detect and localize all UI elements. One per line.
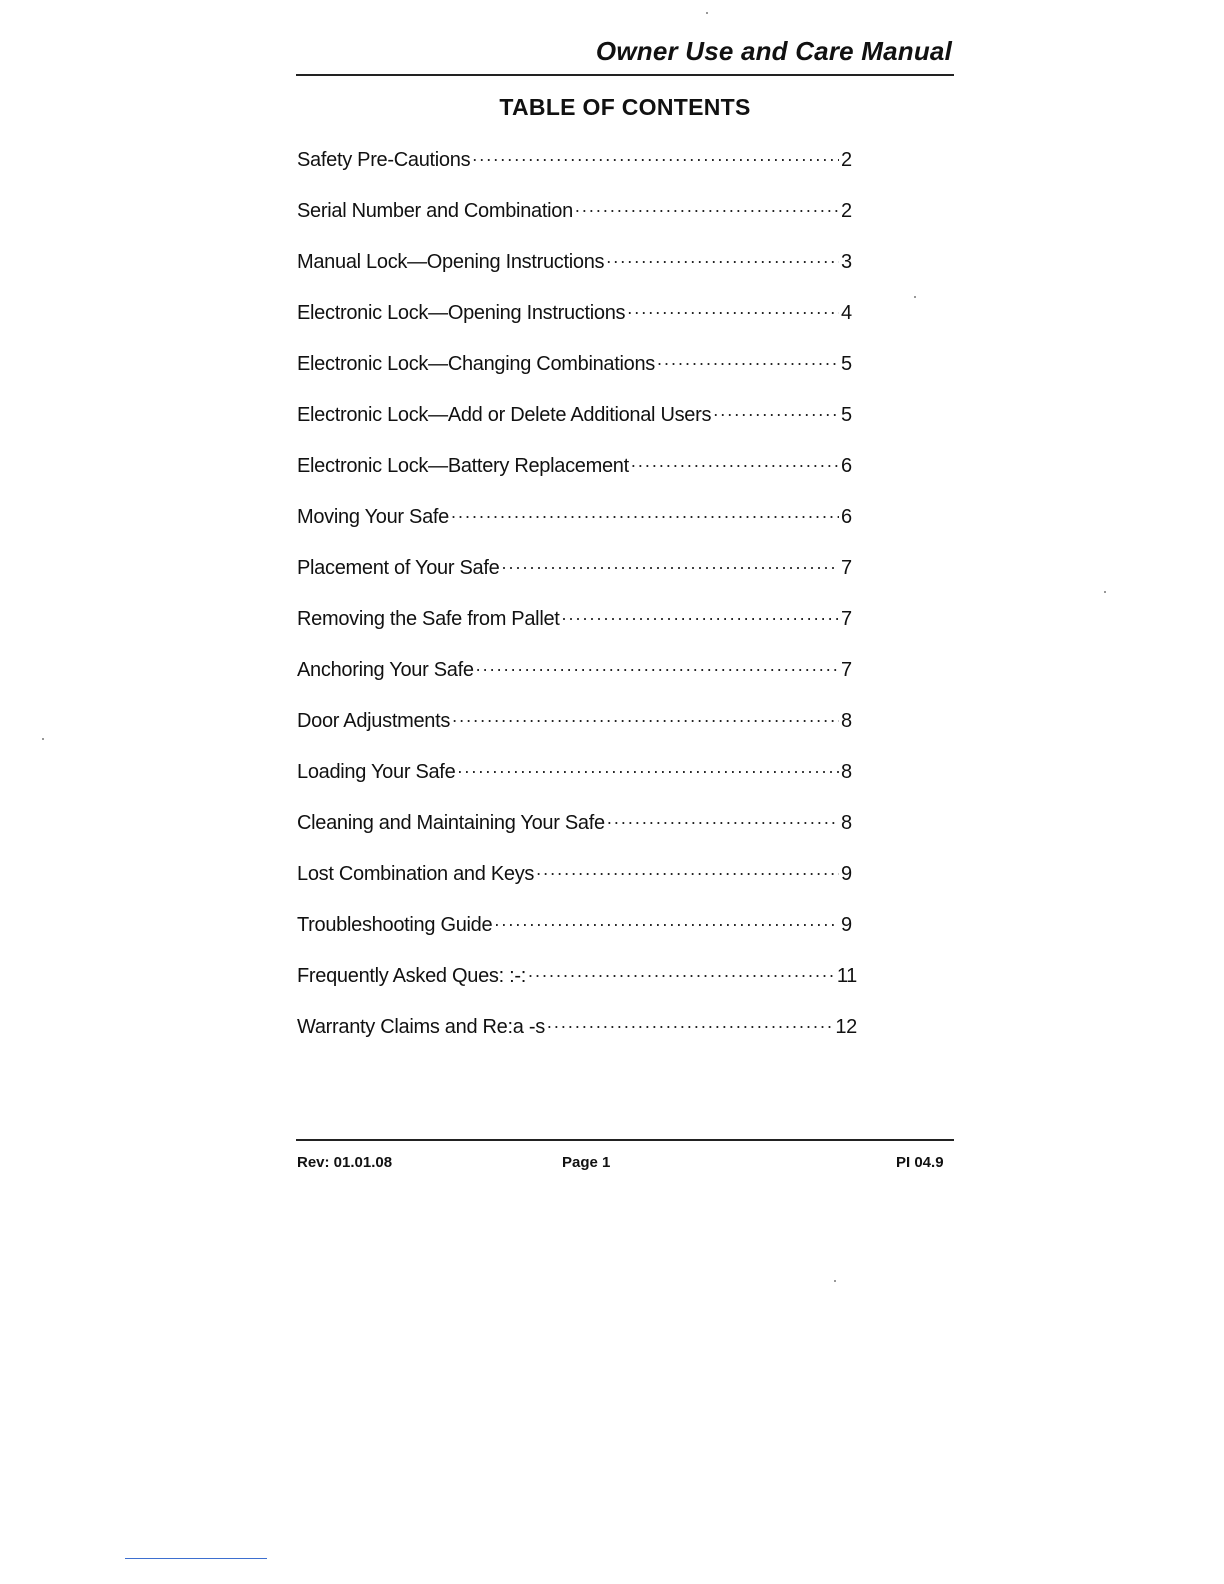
toc-entry-page: 7 [841, 608, 852, 630]
toc-entry [297, 503, 857, 554]
toc-entry-page: 3 [841, 251, 852, 273]
toc-entry [297, 401, 857, 452]
toc-entry-page: 8 [841, 812, 852, 834]
toc-entry-label: Electronic Lock—Changing Combinations [297, 353, 655, 375]
toc-entry-page: 6 [841, 506, 852, 528]
toc-entry-label: Electronic Lock—Battery Replacement [297, 455, 629, 477]
toc-dot-leader [472, 146, 839, 166]
page-number: Page 1 [562, 1154, 611, 1171]
toc-entry-label: Troubleshooting Guide [297, 914, 493, 936]
toc-entry-label: Electronic Lock—Add or Delete Additional Users [297, 404, 712, 426]
toc-entry-page: 11 [836, 965, 857, 987]
toc-entry-page: 7 [841, 659, 852, 681]
revision-label: Rev: 01.01.08 [297, 1154, 393, 1171]
toc-entry-page: 9 [841, 914, 852, 936]
toc-entry-label: Door Adjustments [297, 710, 451, 732]
toc-entry [297, 554, 857, 605]
toc-entry [297, 1013, 857, 1064]
scan-speck [914, 296, 916, 298]
toc-list [297, 146, 857, 1064]
toc-dot-leader [451, 503, 839, 523]
toc-entry [297, 809, 857, 860]
document-code: PI 04.9 [896, 1154, 944, 1171]
toc-entry [297, 860, 857, 911]
toc-dot-leader [575, 197, 839, 217]
toc-entry-page: 2 [841, 149, 852, 171]
toc-entry-label: Removing the Safe from Pallet [297, 608, 560, 630]
toc-entry-label: Moving Your Safe [297, 506, 449, 528]
toc-entry-label: Loading Your Safe [297, 761, 456, 783]
toc-entry-page: 5 [841, 404, 852, 426]
toc-entry-page: 6 [841, 455, 852, 477]
toc-entry-page: 8 [841, 710, 852, 732]
toc-dot-leader [476, 656, 839, 676]
scan-speck [706, 12, 708, 14]
toc-entry [297, 452, 857, 503]
scan-speck [42, 738, 44, 740]
toc-entry-page: 2 [841, 200, 852, 222]
toc-entry [297, 350, 857, 401]
toc-entry-label: Serial Number and Combination [297, 200, 573, 222]
toc-entry-label: Warranty Claims and Re:a -s [297, 1016, 545, 1038]
toc-entry-label: Placement of Your Safe [297, 557, 500, 579]
toc-dot-leader [501, 554, 839, 574]
toc-entry-page: 12 [835, 1016, 857, 1038]
toc-dot-leader [657, 350, 839, 370]
toc-dot-leader [606, 248, 839, 268]
toc-dot-leader [494, 911, 839, 931]
scan-speck [834, 1280, 836, 1282]
toc-heading: TABLE OF CONTENTS [499, 94, 751, 120]
toc-entry [297, 197, 857, 248]
toc-dot-leader [713, 401, 839, 421]
toc-entry-label: Frequently Asked Ques: :-: [297, 965, 526, 987]
scan-speck [1104, 591, 1106, 593]
toc-dot-leader [457, 758, 839, 778]
scan-artifact-line [125, 1558, 267, 1559]
toc-entry [297, 605, 857, 656]
toc-dot-leader [631, 452, 839, 472]
toc-entry [297, 962, 857, 1013]
toc-entry [297, 758, 857, 809]
footer-divider [296, 1139, 954, 1141]
toc-entry [297, 911, 857, 962]
document-title: Owner Use and Care Manual [595, 36, 952, 66]
toc-dot-leader [627, 299, 839, 319]
toc-entry-label: Safety Pre-Cautions [297, 149, 471, 171]
toc-entry-label: Manual Lock—Opening Instructions [297, 251, 605, 273]
toc-entry-page: 4 [841, 302, 852, 324]
toc-entry-page: 9 [841, 863, 852, 885]
toc-entry [297, 248, 857, 299]
toc-entry-label: Electronic Lock—Opening Instructions [297, 302, 626, 324]
toc-dot-leader [528, 962, 835, 982]
toc-entry-label: Anchoring Your Safe [297, 659, 474, 681]
toc-dot-leader [547, 1013, 833, 1033]
header-divider [296, 74, 954, 76]
toc-entry [297, 656, 857, 707]
toc-entry [297, 146, 857, 197]
toc-dot-leader [536, 860, 839, 880]
toc-entry-label: Cleaning and Maintaining Your Safe [297, 812, 605, 834]
toc-entry-page: 5 [841, 353, 852, 375]
toc-dot-leader [607, 809, 839, 829]
toc-entry-page: 8 [841, 761, 852, 783]
toc-entry-label: Lost Combination and Keys [297, 863, 535, 885]
toc-entry-page: 7 [841, 557, 852, 579]
toc-dot-leader [452, 707, 839, 727]
toc-entry [297, 299, 857, 350]
toc-dot-leader [562, 605, 839, 625]
toc-entry [297, 707, 857, 758]
